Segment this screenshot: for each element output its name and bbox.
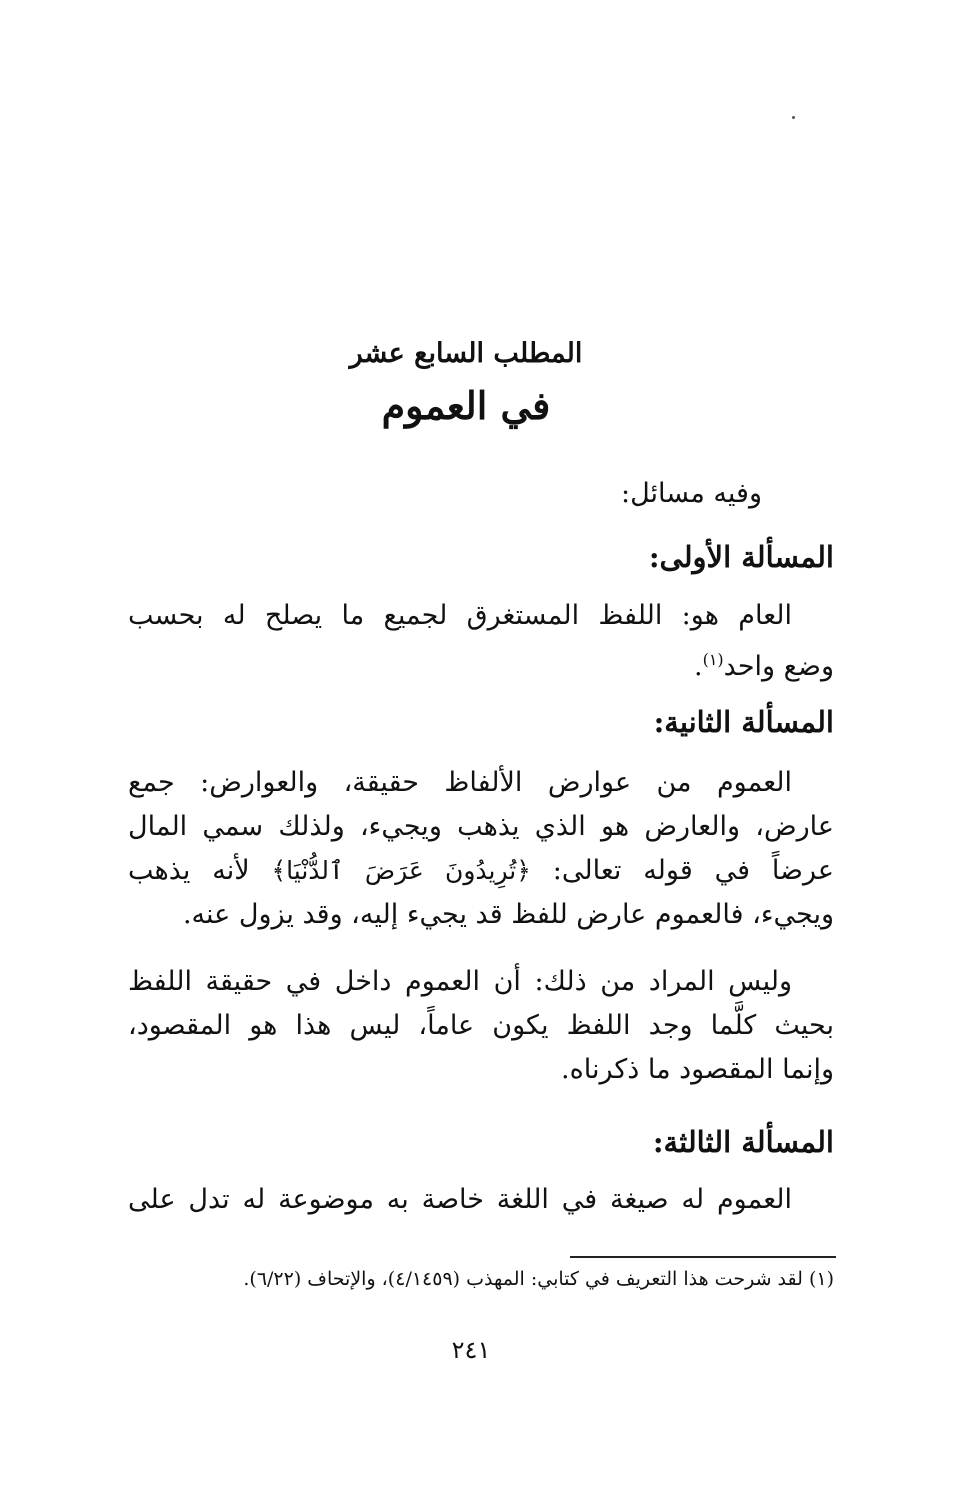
issue-2-p1-line-1: العموم من عوارض الألفاظ حقيقة، والعوارض: جمع xyxy=(128,767,792,798)
issue-2-p1-line-3-lead: عرضاً في قوله تعالى: xyxy=(552,855,834,886)
issue-2-p1-line-3 xyxy=(128,849,834,893)
issue-2-p2-line-3: وإنما المقصود ما ذكرناه. xyxy=(561,1054,834,1085)
chapter-title: في العموم xyxy=(381,383,551,428)
issue-1-title: المسألة الأولى: xyxy=(648,540,834,574)
intro-text: وفيه مسائل: xyxy=(621,478,762,509)
issue-3-line-1: العموم له صيغة في اللغة خاصة به موضوعة له تدل على xyxy=(128,1184,792,1215)
footnote-separator xyxy=(570,1256,836,1258)
issue-2-para-1 xyxy=(128,761,834,937)
issue-2-para-2 xyxy=(128,960,834,1092)
quran-verse: ﴿تُرِيدُونَ عَرَضَ ٱلدُّنْيَا﴾ xyxy=(271,856,531,885)
footnote-ref[interactable]: (١) xyxy=(702,650,724,669)
issue-3-body xyxy=(128,1178,834,1222)
chapter-subtitle: المطلب السابع عشر xyxy=(349,338,583,369)
issue-2-p2-line-2: بحيث كلَّما وجد اللفظ يكون عاماً، ليس هذا هو المقصود، xyxy=(128,1010,834,1041)
issue-2-p2-line-1: وليس المراد من ذلك: أن العموم داخل في حقيقة اللفظ xyxy=(128,966,792,997)
issue-1-body xyxy=(128,594,834,689)
issue-1-line-2-tail: . xyxy=(693,651,703,682)
footnote-text: (١) لقد شرحت هذا التعريف في كتابي: المهذب (٤/١٤٥٩)، والإتحاف (٦/٢٢). xyxy=(243,1268,834,1290)
issue-1-line-2 xyxy=(128,638,834,689)
issue-3-title: المسألة الثالثة: xyxy=(652,1125,834,1159)
issue-1-line-2-text: وضع واحد xyxy=(723,651,834,682)
page-number: ٢٤١ xyxy=(451,1336,491,1364)
issue-2-p1-line-4: ويجيء، فالعموم عارض للفظ قد يجيء إليه، وقد يزول عنه. xyxy=(182,899,834,930)
issue-2-title: المسألة الثانية: xyxy=(653,705,834,739)
issue-2-p1-line-3-tail: لأنه يذهب xyxy=(128,855,250,886)
issue-2-p1-line-2: عارض، والعارض هو الذي يذهب ويجيء، ولذلك سمي المال xyxy=(128,811,834,842)
issue-1-line-1: العام هو: اللفظ المستغرق لجميع ما يصلح له بحسب xyxy=(128,600,792,631)
scan-speck xyxy=(792,116,795,119)
